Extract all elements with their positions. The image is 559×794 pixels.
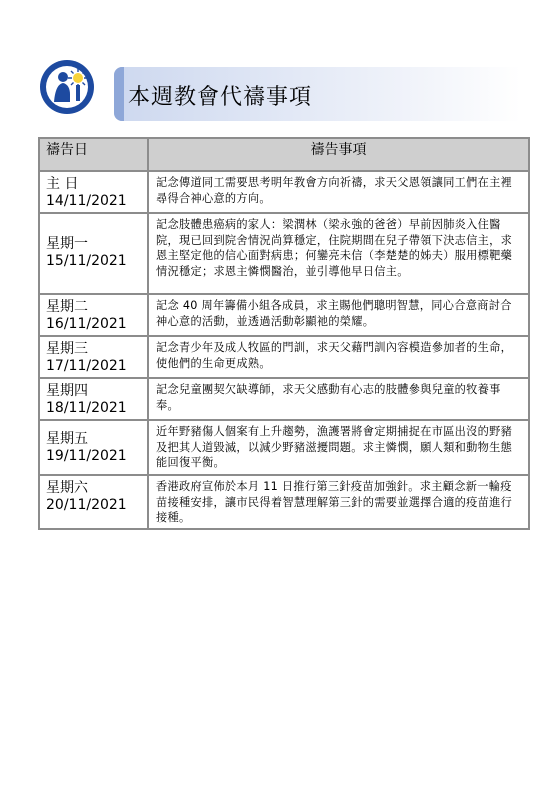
day-label: 星期二 <box>46 299 88 315</box>
table-row <box>39 420 529 475</box>
day-cell <box>39 294 148 336</box>
prayer-text: 記念 40 周年籌備小組各成員，求主賜他們聰明智慧，同心合意商討合神心意的活動，並透過活動彰顯祂的榮耀。 <box>148 294 529 336</box>
table-row <box>39 336 529 378</box>
date-label: 19/11/2021 <box>46 448 127 464</box>
date-label: 18/11/2021 <box>46 400 127 416</box>
table-row <box>39 294 529 336</box>
prayer-text: 記念傳道同工需要思考明年教會方向祈禱，求天父恩領讓同工們在主裡尋得合神心意的方向。 <box>148 171 529 213</box>
table-row <box>39 213 529 294</box>
prayer-text: 記念兒童團契欠缺導師，求天父感動有心志的肢體參與兒童的牧養事奉。 <box>148 378 529 420</box>
prayer-text: 香港政府宣佈於本月 11 日推行第三針疫苗加強針。求主顧念新一輪疫苗接種安排，讓市民得着智慧理解第三針的需要並選擇合適的疫苗進行接種。 <box>148 475 529 529</box>
day-cell <box>39 171 148 213</box>
day-label: 星期六 <box>46 480 88 496</box>
church-logo <box>30 58 104 116</box>
day-label: 主 日 <box>46 176 79 192</box>
day-cell <box>39 420 148 475</box>
column-header-day: 禱告日 <box>39 138 148 171</box>
prayer-text: 記念青少年及成人牧區的門訓，求天父藉門訓內容模造參加者的生命，使他們的生命更成熟。 <box>148 336 529 378</box>
table-row <box>39 475 529 529</box>
day-cell <box>39 475 148 529</box>
day-cell <box>39 336 148 378</box>
day-label: 星期四 <box>46 383 88 399</box>
prayer-text: 記念肢體患癌病的家人：梁潤林（梁永強的爸爸）早前因肺炎入住醫院，現已回到院舍情況尚算穩定，住院期間在兒子帶領下決志信主，求恩主堅定他的信心面對病患；何鑾亮未信（李楚楚的姊夫）服用標靶藥情況穩定；求恩主憐憫醫治，並引導他早日信主。 <box>148 213 529 294</box>
date-label: 17/11/2021 <box>46 358 127 374</box>
table-header-row <box>39 138 529 171</box>
prayer-text: 近年野豬傷人個案有上升趨勢，漁護署將會定期捕捉在市區出沒的野豬及把其人道毀滅，以減少野豬滋擾問題。求主憐憫，願人類和動物生態能回復平衡。 <box>148 420 529 475</box>
date-label: 14/11/2021 <box>46 193 127 209</box>
day-label: 星期三 <box>46 341 88 357</box>
day-cell <box>39 213 148 294</box>
table-row <box>39 378 529 420</box>
page-title: 本週教會代禱事項 <box>128 85 313 110</box>
prayer-table <box>38 137 530 530</box>
day-cell <box>39 378 148 420</box>
day-label: 星期一 <box>46 236 88 252</box>
column-header-items: 禱告事項 <box>148 138 529 171</box>
date-label: 16/11/2021 <box>46 316 127 332</box>
table-row <box>39 171 529 213</box>
day-label: 星期五 <box>46 431 88 447</box>
date-label: 20/11/2021 <box>46 497 127 513</box>
date-label: 15/11/2021 <box>46 253 127 269</box>
